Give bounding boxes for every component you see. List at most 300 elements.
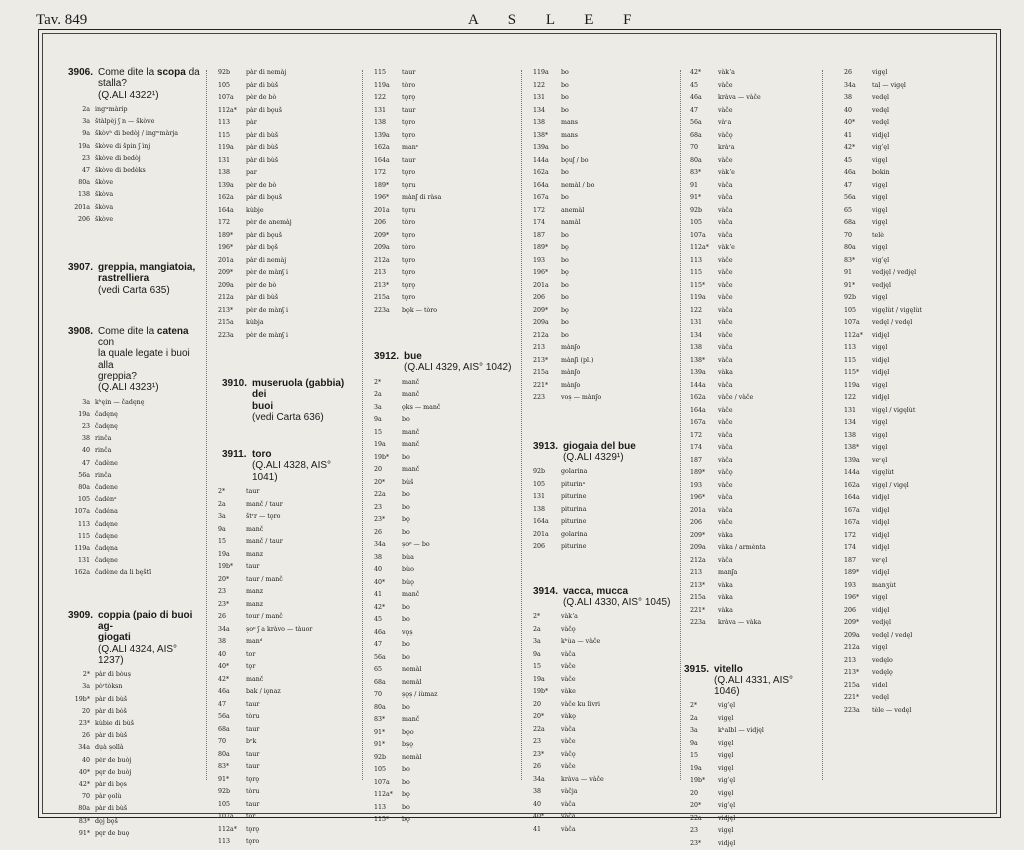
entry-row [533,674,675,687]
entry-row [690,317,818,330]
dialect-form: veʳęl [872,556,888,564]
entry-row [68,116,200,128]
locality-code: 19a [374,441,386,449]
locality-code: 22a [533,725,545,733]
locality-code: 212a [844,644,860,651]
entry-row [844,705,992,718]
locality-code: 34a [78,744,90,752]
locality-code: 23* [533,750,545,758]
locality-code: 212a [533,331,549,339]
dialect-form: manʒùt [872,581,896,589]
locality-code: 40 [81,447,90,455]
entry-row [374,614,516,627]
dialect-form: vigęl [872,294,888,301]
column-6 [844,67,992,717]
locality-code: 209* [218,269,234,276]
entry-row [690,480,818,493]
entry-row [690,330,818,343]
entry-row [218,267,358,280]
locality-code: 47 [844,181,853,189]
locality-code: 40 [533,800,542,808]
dialect-form: bo [561,81,569,89]
locality-code: 122 [844,394,857,401]
dialect-form: manč [402,716,420,724]
locality-code: 172 [533,206,546,214]
locality-code: 167a [844,506,860,514]
dialect-form: tor [246,813,256,821]
entry-row [533,529,675,542]
dialect-form: taur [246,488,260,496]
locality-code: 119a [844,381,860,389]
entry-row [844,205,992,218]
dialect-form: tǫro [246,838,260,846]
locality-code: 80a [844,244,856,251]
locality-code: 65 [844,206,853,214]
entry-row [68,779,200,791]
question-3912-heading: 3912. bue (Q.ALI 4329, AIS° 1042) [374,351,512,374]
locality-code: 15 [218,538,227,546]
dialect-form: bo [561,94,569,101]
entry-row [533,317,675,330]
dialect-form: vàča [718,219,733,226]
entry-row [690,775,818,788]
entry-row [533,786,675,799]
locality-code: 15 [690,752,699,760]
dialect-form: vàka [718,581,733,589]
entry-row [533,686,675,699]
locality-code: 68a [844,219,856,226]
entry-row [690,280,818,293]
locality-code: 2a [533,625,541,633]
entry-row [844,455,992,468]
entry-row [690,267,818,280]
locality-code: 105 [844,306,857,314]
dialect-form: vàča [718,431,733,439]
locality-code: 131 [77,557,90,565]
locality-code: 115 [218,131,231,139]
atlas-title: A S L E F [468,12,645,28]
dialect-form: golarina [561,530,588,538]
locality-code: 40* [218,663,230,671]
locality-code: 45 [374,616,383,624]
entry-row [844,692,992,705]
entry-row [690,430,818,443]
entry-row [218,811,358,824]
dialect-form: bo [402,453,410,461]
entry-row [690,763,818,776]
entry-row [533,305,675,318]
locality-code: 213* [374,281,390,289]
entry-row [218,105,358,118]
locality-code: 91* [374,728,386,736]
locality-code: 105 [533,480,546,488]
dialect-form: vàka [718,594,733,601]
locality-code: 134 [844,419,857,426]
dialect-form: bo [402,641,410,649]
dialect-form: vedęl / vedęl [872,319,913,326]
entry-row [68,718,200,730]
entry-row [533,699,675,712]
locality-code: 167a [690,419,706,426]
entry-row [374,702,516,715]
question-3915-entries [690,700,818,850]
entry-row [690,592,818,605]
entry-row [690,192,818,205]
entry-row [690,117,818,130]
locality-code: 91* [690,194,702,201]
dialect-form: vàče [718,519,733,526]
dialect-form: škòve [95,179,114,187]
locality-code: 70 [374,691,383,699]
locality-code: 164a [533,518,549,526]
entry-row [374,402,516,415]
entry-row [533,142,675,155]
entry-row [690,342,818,355]
entry-row [374,527,516,540]
entry-row [68,669,200,681]
entry-row [374,230,516,243]
dialect-form: vigęl [872,244,888,251]
column-divider [521,70,522,780]
question-3911-entries-continued [374,67,516,317]
dialect-form: vàča [718,344,733,351]
entry-row [218,167,358,180]
locality-code: 209* [533,306,549,314]
locality-code: 201a [533,530,549,538]
dialect-form: taur / manč [246,575,283,583]
locality-code: 20* [374,478,386,486]
entry-row [844,667,992,680]
locality-code: 19a [533,675,545,683]
dialect-form: čadęnę [95,410,118,418]
locality-code: 193 [844,581,857,589]
locality-code: 115 [690,269,703,276]
locality-code: 92b [218,69,231,76]
entry-row [533,105,675,118]
entry-row [690,105,818,118]
dialect-form: bo [402,653,410,661]
question-3912-entries-continued [533,67,675,405]
entry-row [218,486,358,499]
locality-code: 119a [533,69,549,76]
question-3915-entries-continued [844,67,992,717]
locality-code: 68a [218,725,230,733]
entry-row [533,711,675,724]
locality-code: 215a [218,319,234,326]
dialect-form: vigęl [718,764,734,772]
dialect-form: vigęl [718,827,734,835]
entry-row [690,492,818,505]
dialect-form: vàča [561,813,576,821]
entry-row [68,141,200,153]
entry-row [844,617,992,630]
dialect-form: taḷ — vigęl [872,81,906,89]
entry-row [690,555,818,568]
locality-code: 23 [81,423,90,430]
entry-row [218,511,358,524]
locality-code: 92b [374,753,387,761]
locality-code: 40* [374,578,386,586]
dialect-form: bǫ [402,816,410,824]
entry-row [68,755,200,767]
dialect-form: mànʃo [561,381,581,389]
dialect-form: vàča [561,725,576,733]
dialect-form: vigʹęl [872,256,890,264]
locality-code: 162a [844,481,860,489]
dialect-form: veʳęl [872,456,888,464]
locality-code: 42* [844,144,856,151]
entry-row [374,727,516,740]
entry-row [218,292,358,305]
entry-row [218,649,358,662]
locality-code: 209* [844,619,860,626]
dialect-form: čadęne [95,532,118,540]
dialect-form: kràva — vàče [718,94,761,101]
entry-row [844,517,992,530]
entry-row [533,824,675,837]
entry-row [374,777,516,790]
locality-code: 9a [374,416,382,424]
dialect-form: vàča [718,231,733,239]
dialect-form: vigęl [872,344,888,351]
locality-code: 167a [533,194,549,201]
dialect-form: vidjęl [718,814,736,822]
entry-row [844,167,992,180]
entry-row [68,153,200,165]
dialect-form: golarina [561,468,588,476]
entry-row [374,167,516,180]
entry-row [844,580,992,593]
dialect-form: bǫ [561,269,569,276]
dialect-form: vàča [718,494,733,501]
locality-code: 40* [533,813,545,821]
dialect-form: vàča [718,381,733,389]
dialect-form: vidjęl [872,606,890,614]
locality-code: 189* [218,231,234,239]
entry-row [374,664,516,677]
dialect-form: bo [561,194,569,201]
entry-row [533,192,675,205]
entry-row [218,761,358,774]
locality-code: 213 [533,344,546,351]
locality-code: 131 [374,106,387,114]
locality-code: 201a [533,281,549,289]
entry-row [690,825,818,838]
entry-row [374,589,516,602]
dialect-form: namàl [561,219,581,226]
entry-row [844,630,992,643]
dialect-form: bo [561,281,569,289]
locality-code: 115 [844,356,857,364]
entry-row [844,555,992,568]
dialect-form: vàča [718,181,733,189]
entry-row [533,217,675,230]
dialect-form: pàr di bòuṣ [95,671,131,679]
locality-code: 80a [78,484,90,492]
locality-code: 119a [374,81,390,89]
dialect-form: manč / taur [246,538,283,546]
entry-row [218,130,358,143]
dialect-form: vedęlo [872,656,893,664]
entry-row [218,749,358,762]
entry-row [690,130,818,143]
locality-code: 34a [844,81,856,89]
entry-row [68,409,200,421]
dialect-form: rinča [95,435,112,443]
dialect-form: vàča [718,444,733,451]
dialect-form: tǫru [402,206,416,214]
entry-row [374,255,516,268]
dialect-form: vàče [718,81,733,89]
entry-row [533,130,675,143]
locality-code: 20* [218,575,230,583]
locality-code: 15 [533,663,542,671]
entry-row [690,380,818,393]
entry-row [844,592,992,605]
question-3914-entries-continued [690,67,818,630]
dialect-form: bo [402,766,410,774]
entry-row [68,694,200,706]
dialect-form: vigʹęl [718,777,736,785]
dialect-form: vàče [561,763,576,771]
locality-code: 162a [690,394,706,401]
dialect-form: vàkʼa [718,69,735,76]
dialect-form: vidjęl [872,131,890,139]
entry-row [844,317,992,330]
entry-row [218,67,358,80]
locality-code: 40* [844,119,856,126]
dialect-form: vigęl [872,594,888,601]
locality-code: 131 [533,94,546,101]
locality-code: 92b [218,788,231,796]
entry-row [690,142,818,155]
dialect-form: manʃa [718,569,738,576]
dialect-form: bǫ [561,244,569,251]
locality-code: 223a [218,331,234,339]
dialect-form: vàče [561,738,576,746]
dialect-form: vàče [718,331,733,339]
entry-row [844,680,992,693]
entry-row [533,230,675,243]
dialect-form: nemàl / bo [561,181,595,189]
locality-code: 105 [77,496,90,504]
entry-row [533,811,675,824]
entry-row [533,392,675,405]
locality-code: 80a [690,156,702,164]
entry-row [844,280,992,293]
entry-row [533,205,675,218]
entry-row [533,92,675,105]
entry-row [690,205,818,218]
locality-code: 107a [690,231,706,239]
dialect-form: vàče [718,406,733,414]
entry-row [844,155,992,168]
locality-code: 138 [533,119,546,126]
locality-code: 119a [74,545,90,553]
dialect-form: manč [402,591,420,599]
dialect-form: pòʳtòksn [95,683,123,691]
locality-code: 138 [374,119,387,126]
question-3914-entries [533,611,675,836]
locality-code: 38 [533,788,542,796]
locality-code: 134 [690,331,703,339]
entry-row [374,502,516,515]
dialect-form: vigʹęl [718,802,736,810]
dialect-form: vigęl [718,789,734,797]
dialect-form: ṣǫṣ / iùmaz [402,691,438,699]
entry-row [690,725,818,738]
entry-row [533,330,675,343]
dialect-form: tǫro [402,256,416,264]
dialect-form: vigęl [718,739,734,747]
dialect-form: bo [561,256,569,264]
dialect-form: bo [402,778,410,786]
dialect-form: anemàl [561,206,585,214]
entry-row [844,267,992,280]
dialect-form: vàča [718,194,733,201]
entry-row [533,636,675,649]
locality-code: 112a* [844,331,863,339]
dialect-form: vedęl [872,119,890,126]
locality-code: 3a [374,403,382,411]
dialect-form: piturina [561,505,587,513]
entry-row [844,117,992,130]
dialect-form: pàr di bùš [246,294,279,301]
locality-code: 139a [374,131,390,139]
locality-code: 91* [78,829,90,837]
locality-code: 26 [844,69,853,76]
entry-row [533,661,675,674]
entry-row [374,389,516,402]
dialect-form: vigęl [872,69,888,76]
dialect-form: pàr di bùš [95,732,128,740]
entry-row [533,355,675,368]
locality-code: 38 [81,435,90,443]
dialect-form: manč [402,466,420,474]
locality-code: 212a [374,256,390,264]
column-5 [684,67,818,850]
locality-code: 139a [844,456,860,464]
entry-row [533,242,675,255]
entry-row [844,180,992,193]
locality-code: 115* [844,369,860,376]
entry-row [533,504,675,517]
locality-code: 3a [533,638,541,646]
dialect-form: kràva — vàče [561,775,604,783]
column-1 [68,67,200,840]
entry-row [374,67,516,80]
entry-row [844,342,992,355]
dialect-form: vidjęl [872,356,890,364]
dialect-form: taur [402,156,416,164]
locality-code: 115 [374,69,387,76]
locality-code: 23* [374,516,386,524]
locality-code: 223a [690,619,706,626]
dialect-form: pàr [246,119,257,126]
dialect-form: vàče [718,256,733,264]
locality-code: 20* [533,713,545,721]
dialect-form: vàka [718,606,733,614]
entry-row [374,577,516,590]
dialect-form: čadène [95,459,118,467]
dialect-form: vǫṣ [402,628,413,636]
entry-row [690,713,818,726]
dialect-form: vàče / vàče [718,394,754,401]
locality-code: 91* [374,741,386,749]
locality-code: 113 [690,256,703,264]
locality-code: 46a [374,628,386,636]
locality-code: 38 [374,553,383,561]
